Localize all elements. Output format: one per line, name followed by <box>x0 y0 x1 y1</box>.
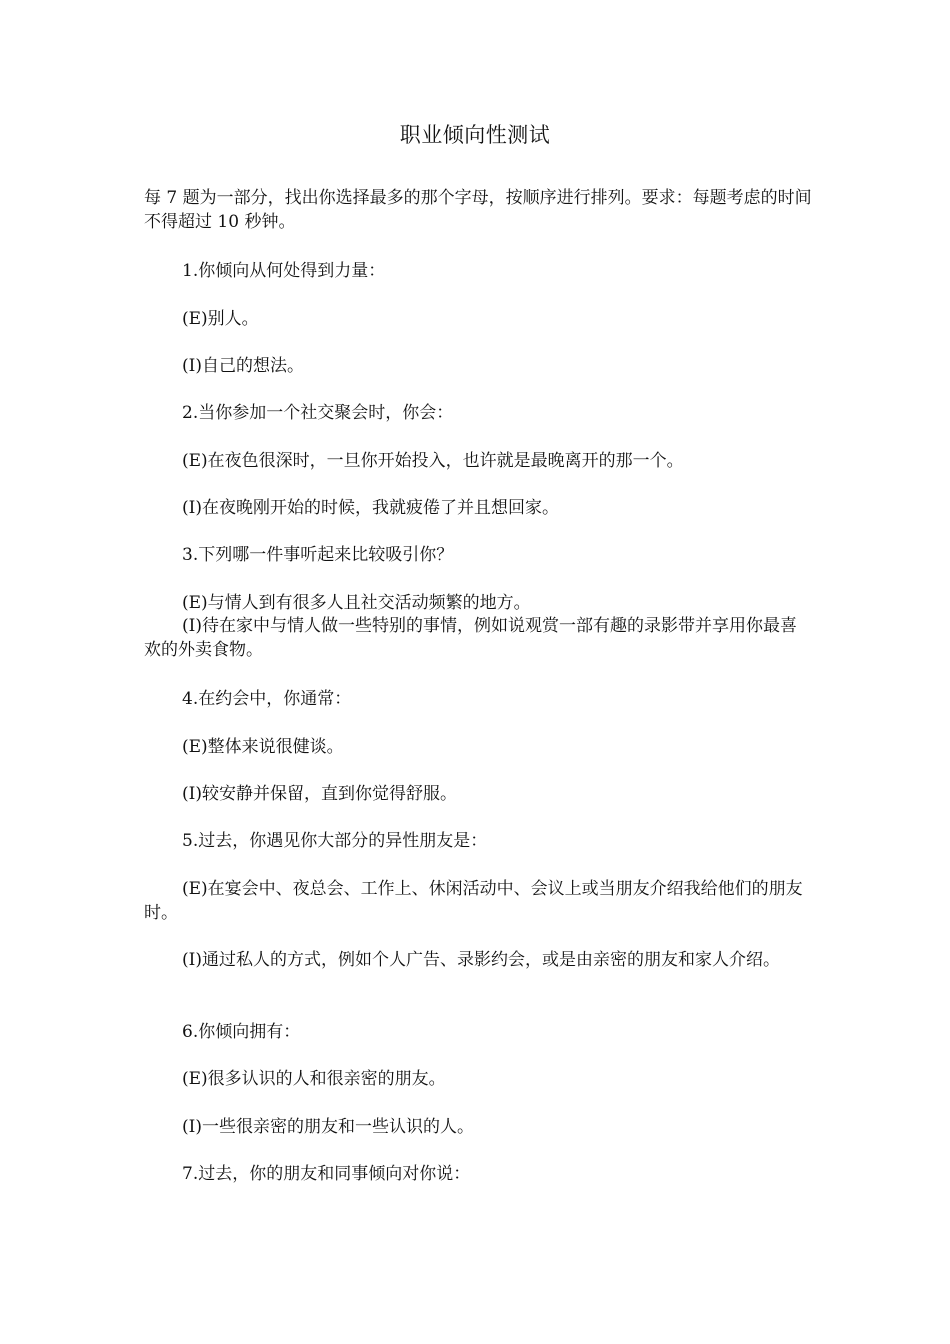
question-4: 4.在约会中，你通常： <box>182 689 352 709</box>
question-5: 5.过去，你遇见你大部分的异性朋友是： <box>182 831 488 851</box>
question-1-option-i: (I)自己的想法。 <box>182 356 304 376</box>
question-6-option-i: (I)一些很亲密的朋友和一些认识的人。 <box>182 1117 474 1137</box>
question-2-option-e: (E)在夜色很深时，一旦你开始投入，也许就是最晚离开的那一个。 <box>182 451 684 471</box>
question-5-option-e: (E)在宴会中、夜总会、工作上、休闲活动中、会议上或当朋友介绍我给他们的朋友时。 <box>144 879 803 923</box>
question-3-option-i: (I)待在家中与情人做一些特别的事情，例如说观赏一部有趣的录影带并享用你最喜欢的外卖食物。 <box>144 616 797 660</box>
question-4-option-e: (E)整体来说很健谈。 <box>182 737 344 757</box>
question-3: 3.下列哪一件事听起来比较吸引你？ <box>182 545 454 565</box>
question-1-option-e: (E)别人。 <box>182 309 259 329</box>
question-6: 6.你倾向拥有： <box>182 1022 301 1042</box>
question-5-option-i: (I)通过私人的方式，例如个人广告、录影约会，或是由亲密的朋友和家人介绍。 <box>182 950 780 970</box>
intro-paragraph: 每 7 题为一部分，找出你选择最多的那个字母，按顺序进行排列。要求：每题考虑的时间不得超过 10 秒钟。 <box>144 188 812 232</box>
document-title: 职业倾向性测试 <box>399 123 551 147</box>
question-2: 2.当你参加一个社交聚会时，你会： <box>182 403 454 423</box>
question-2-option-i: (I)在夜晚刚开始的时候，我就疲倦了并且想回家。 <box>182 498 559 518</box>
question-6-option-e: (E)很多认识的人和很亲密的朋友。 <box>182 1069 446 1089</box>
question-7: 7.过去，你的朋友和同事倾向对你说： <box>182 1164 471 1184</box>
question-3-option-e: (E)与情人到有很多人且社交活动频繁的地方。 <box>182 593 531 613</box>
question-4-option-i: (I)较安静并保留，直到你觉得舒服。 <box>182 784 457 804</box>
question-1: 1.你倾向从何处得到力量： <box>182 261 386 281</box>
